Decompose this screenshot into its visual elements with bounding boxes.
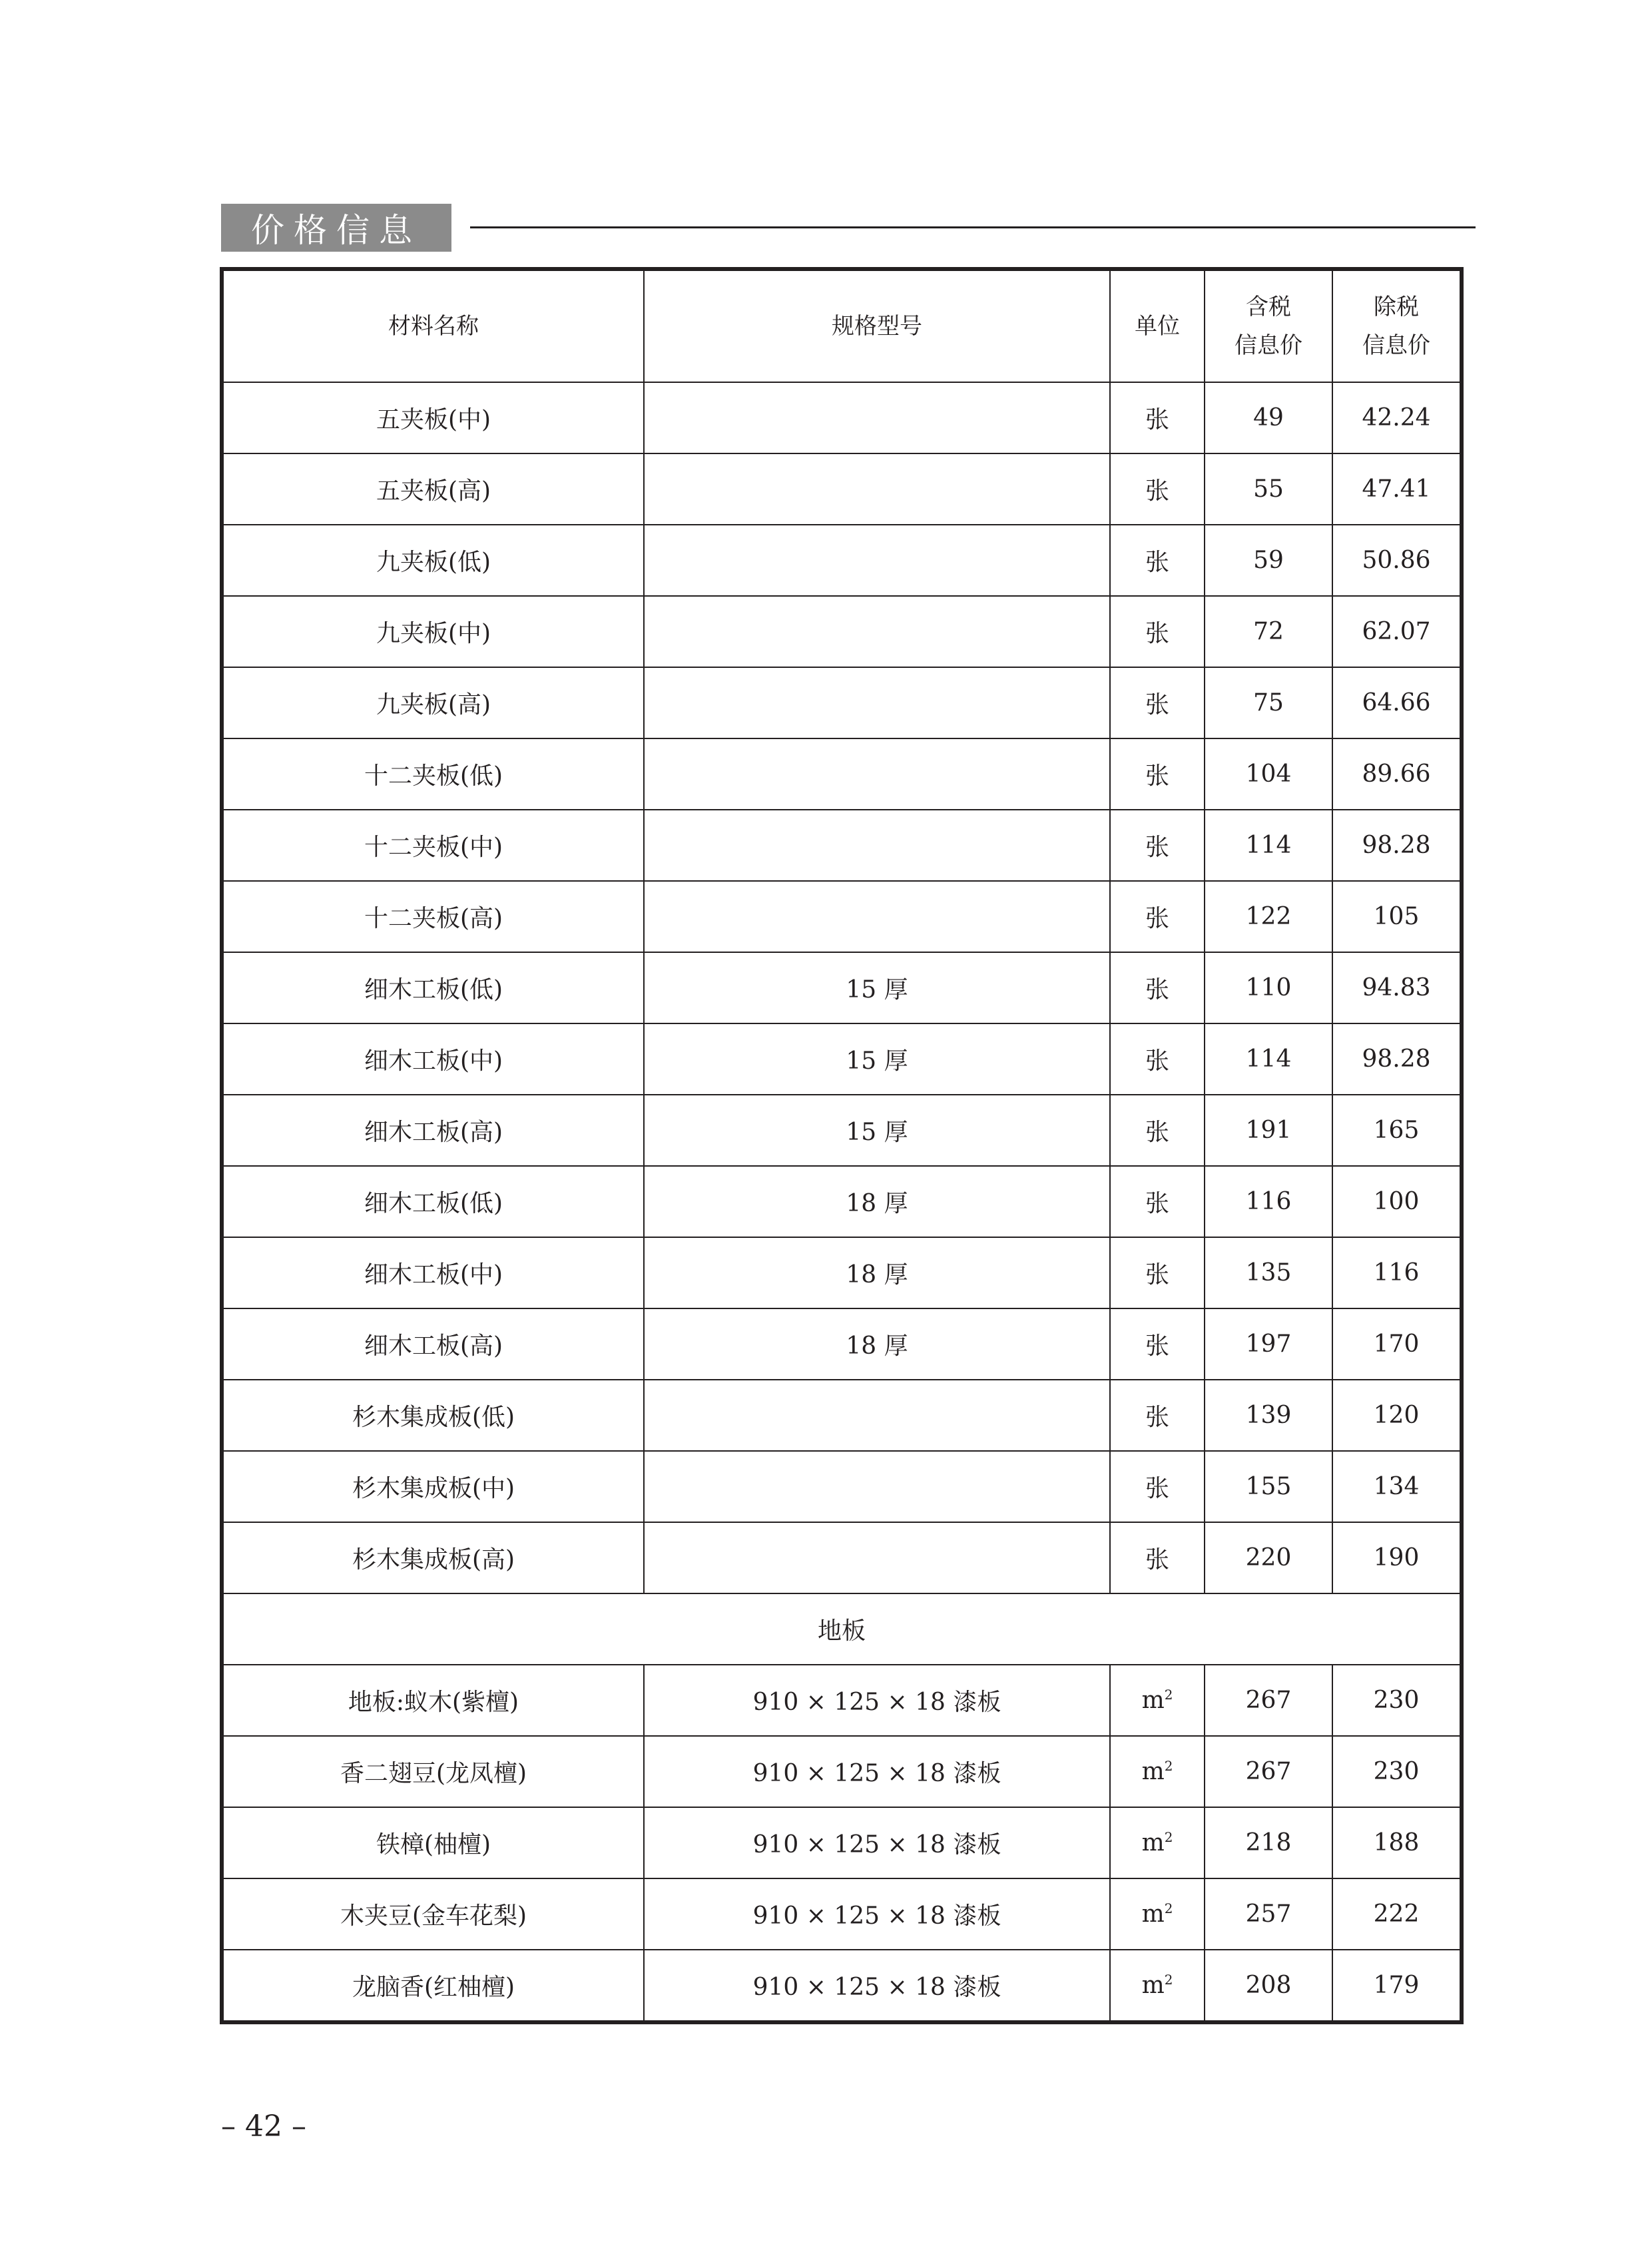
header-tax-included-line1: 含税 [1246,294,1291,320]
cell-tax-excluded-price: 100 [1332,1166,1462,1237]
cell-tax-included-price: 139 [1205,1380,1332,1451]
cell-spec-model: 910 × 125 × 18 漆板 [644,1807,1110,1878]
cell-unit [1110,1736,1205,1807]
header-material-name: 材料名称 [222,269,644,382]
cell-tax-included-price: 257 [1205,1878,1332,1950]
unit-superscript: 2 [1164,1687,1173,1703]
table-row [222,1878,1462,1950]
table-row [222,1095,1462,1166]
cell-spec-model [644,525,1110,596]
cell-tax-excluded-price: 42.24 [1332,382,1462,453]
cell-unit [1110,525,1205,596]
cell-material-name: 铁樟(柚檀) [222,1807,644,1878]
cell-tax-excluded-price: 94.83 [1332,952,1462,1023]
unit-text: 张 [1145,691,1169,718]
table-row [222,810,1462,881]
table-row [222,1166,1462,1237]
unit-text: 张 [1145,1332,1169,1360]
cell-unit [1110,382,1205,453]
cell-spec-model: 15 厚 [644,1023,1110,1095]
cell-unit [1110,1950,1205,2022]
cell-tax-excluded-price: 64.66 [1332,667,1462,738]
cell-tax-excluded-price: 116 [1332,1237,1462,1308]
cell-tax-excluded-price: 120 [1332,1380,1462,1451]
cell-tax-included-price: 220 [1205,1522,1332,1593]
cell-unit [1110,1095,1205,1166]
cell-tax-excluded-price: 62.07 [1332,596,1462,667]
unit-text: 张 [1145,834,1169,861]
cell-spec-model: 15 厚 [644,1095,1110,1166]
cell-spec-model [644,1522,1110,1593]
cell-material-name: 香二翅豆(龙凤檀) [222,1736,644,1807]
cell-tax-included-price: 191 [1205,1095,1332,1166]
unit-text: 张 [1145,1475,1169,1502]
cell-unit [1110,1665,1205,1736]
cell-unit [1110,1878,1205,1950]
table-row [222,382,1462,453]
table-row [222,1023,1462,1095]
cell-tax-excluded-price: 188 [1332,1807,1462,1878]
cell-tax-included-price: 116 [1205,1166,1332,1237]
header-tax-excluded-price [1332,269,1462,382]
cell-unit [1110,810,1205,881]
cell-tax-excluded-price: 98.28 [1332,810,1462,881]
cell-unit [1110,952,1205,1023]
unit-text: 张 [1145,1404,1169,1431]
cell-spec-model: 18 厚 [644,1166,1110,1237]
cell-tax-included-price: 110 [1205,952,1332,1023]
cell-unit [1110,667,1205,738]
unit-superscript: 2 [1164,1758,1173,1774]
unit-text: 张 [1145,549,1169,576]
header-tax-excluded-line2: 信息价 [1362,332,1430,359]
cell-tax-included-price: 208 [1205,1950,1332,2022]
cell-material-name: 五夹板(高) [222,453,644,525]
cell-material-name: 九夹板(低) [222,525,644,596]
cell-tax-excluded-price: 165 [1332,1095,1462,1166]
cell-material-name: 细木工板(中) [222,1237,644,1308]
unit-text: m [1141,1900,1165,1928]
cell-material-name: 龙脑香(红柚檀) [222,1950,644,2022]
cell-spec-model [644,881,1110,952]
unit-superscript: 2 [1164,1900,1173,1916]
cell-unit [1110,881,1205,952]
cell-tax-included-price: 135 [1205,1237,1332,1308]
section-title-rule [470,226,1476,228]
table-section-row [222,1593,1462,1665]
cell-tax-excluded-price: 179 [1332,1950,1462,2022]
cell-spec-model: 910 × 125 × 18 漆板 [644,1878,1110,1950]
cell-spec-model [644,667,1110,738]
cell-tax-included-price: 155 [1205,1451,1332,1522]
cell-tax-excluded-price: 230 [1332,1736,1462,1807]
unit-text: m [1141,1687,1165,1714]
table-row [222,453,1462,525]
cell-material-name: 细木工板(高) [222,1095,644,1166]
cell-material-name: 十二夹板(中) [222,810,644,881]
table-row [222,667,1462,738]
cell-unit [1110,596,1205,667]
unit-text: m [1141,1829,1165,1856]
cell-spec-model [644,382,1110,453]
cell-tax-excluded-price: 105 [1332,881,1462,952]
cell-tax-included-price: 114 [1205,810,1332,881]
cell-unit [1110,453,1205,525]
cell-material-name: 十二夹板(低) [222,738,644,810]
cell-tax-excluded-price: 190 [1332,1522,1462,1593]
cell-unit [1110,1451,1205,1522]
table-row [222,525,1462,596]
cell-tax-excluded-price: 170 [1332,1308,1462,1380]
cell-tax-excluded-price: 98.28 [1332,1023,1462,1095]
cell-unit [1110,1522,1205,1593]
cell-tax-included-price: 59 [1205,525,1332,596]
cell-tax-included-price: 55 [1205,453,1332,525]
cell-unit [1110,1807,1205,1878]
cell-material-name: 地板:蚁木(紫檀) [222,1665,644,1736]
cell-tax-included-price: 218 [1205,1807,1332,1878]
table-row [222,1807,1462,1878]
cell-material-name: 九夹板(高) [222,667,644,738]
unit-text: m [1141,1758,1165,1785]
cell-tax-excluded-price: 89.66 [1332,738,1462,810]
cell-tax-excluded-price: 134 [1332,1451,1462,1522]
cell-unit [1110,1023,1205,1095]
cell-tax-excluded-price: 230 [1332,1665,1462,1736]
table-row [222,1522,1462,1593]
unit-text: 张 [1145,1047,1169,1075]
header-tax-included-price [1205,269,1332,382]
unit-text: 张 [1145,406,1169,433]
cell-spec-model [644,810,1110,881]
section-label: 地板 [222,1593,1462,1665]
price-table [220,267,1464,2024]
table-row [222,1237,1462,1308]
cell-material-name: 五夹板(中) [222,382,644,453]
table-row [222,881,1462,952]
unit-text: 张 [1145,976,1169,1003]
unit-text: 张 [1145,477,1169,505]
cell-tax-included-price: 122 [1205,881,1332,952]
unit-text: 张 [1145,1546,1169,1573]
table-row [222,1380,1462,1451]
cell-tax-excluded-price: 47.41 [1332,453,1462,525]
unit-text: 张 [1145,620,1169,647]
cell-spec-model [644,738,1110,810]
cell-tax-excluded-price: 222 [1332,1878,1462,1950]
cell-material-name: 十二夹板(高) [222,881,644,952]
cell-spec-model [644,1451,1110,1522]
section-title: 价格信息 [221,204,451,252]
cell-unit [1110,1237,1205,1308]
header-unit: 单位 [1110,269,1205,382]
cell-material-name: 九夹板(中) [222,596,644,667]
cell-unit [1110,1380,1205,1451]
cell-spec-model: 15 厚 [644,952,1110,1023]
cell-material-name: 木夹豆(金车花梨) [222,1878,644,1950]
unit-text: m [1141,1972,1165,1999]
cell-unit [1110,1308,1205,1380]
page-number: – 42 – [221,2110,306,2143]
header-tax-excluded-line1: 除税 [1374,294,1419,320]
table-row [222,596,1462,667]
unit-text: 张 [1145,1119,1169,1146]
unit-text: 张 [1145,1261,1169,1288]
unit-superscript: 2 [1164,1829,1173,1845]
unit-text: 张 [1145,1190,1169,1217]
cell-spec-model: 910 × 125 × 18 漆板 [644,1736,1110,1807]
header-tax-included-line2: 信息价 [1235,332,1302,359]
cell-unit [1110,738,1205,810]
cell-tax-included-price: 49 [1205,382,1332,453]
cell-tax-included-price: 104 [1205,738,1332,810]
cell-material-name: 细木工板(高) [222,1308,644,1380]
cell-tax-included-price: 114 [1205,1023,1332,1095]
unit-text: 张 [1145,762,1169,790]
table-row [222,952,1462,1023]
cell-spec-model: 18 厚 [644,1237,1110,1308]
cell-spec-model: 18 厚 [644,1308,1110,1380]
table-row [222,1451,1462,1522]
cell-unit [1110,1166,1205,1237]
cell-material-name: 细木工板(中) [222,1023,644,1095]
cell-tax-included-price: 267 [1205,1665,1332,1736]
table-row [222,1950,1462,2022]
table-header-row [222,269,1462,382]
cell-tax-included-price: 197 [1205,1308,1332,1380]
table-row [222,1736,1462,1807]
cell-material-name: 杉木集成板(中) [222,1451,644,1522]
cell-material-name: 杉木集成板(低) [222,1380,644,1451]
cell-tax-included-price: 267 [1205,1736,1332,1807]
cell-material-name: 杉木集成板(高) [222,1522,644,1593]
cell-spec-model [644,596,1110,667]
cell-material-name: 细木工板(低) [222,1166,644,1237]
cell-spec-model: 910 × 125 × 18 漆板 [644,1665,1110,1736]
cell-tax-included-price: 72 [1205,596,1332,667]
table-row [222,738,1462,810]
cell-tax-excluded-price: 50.86 [1332,525,1462,596]
cell-spec-model: 910 × 125 × 18 漆板 [644,1950,1110,2022]
cell-spec-model [644,1380,1110,1451]
header-spec-model: 规格型号 [644,269,1110,382]
unit-text: 张 [1145,905,1169,932]
table-row [222,1308,1462,1380]
table-row [222,1665,1462,1736]
unit-superscript: 2 [1164,1972,1173,1988]
cell-tax-included-price: 75 [1205,667,1332,738]
cell-material-name: 细木工板(低) [222,952,644,1023]
cell-spec-model [644,453,1110,525]
